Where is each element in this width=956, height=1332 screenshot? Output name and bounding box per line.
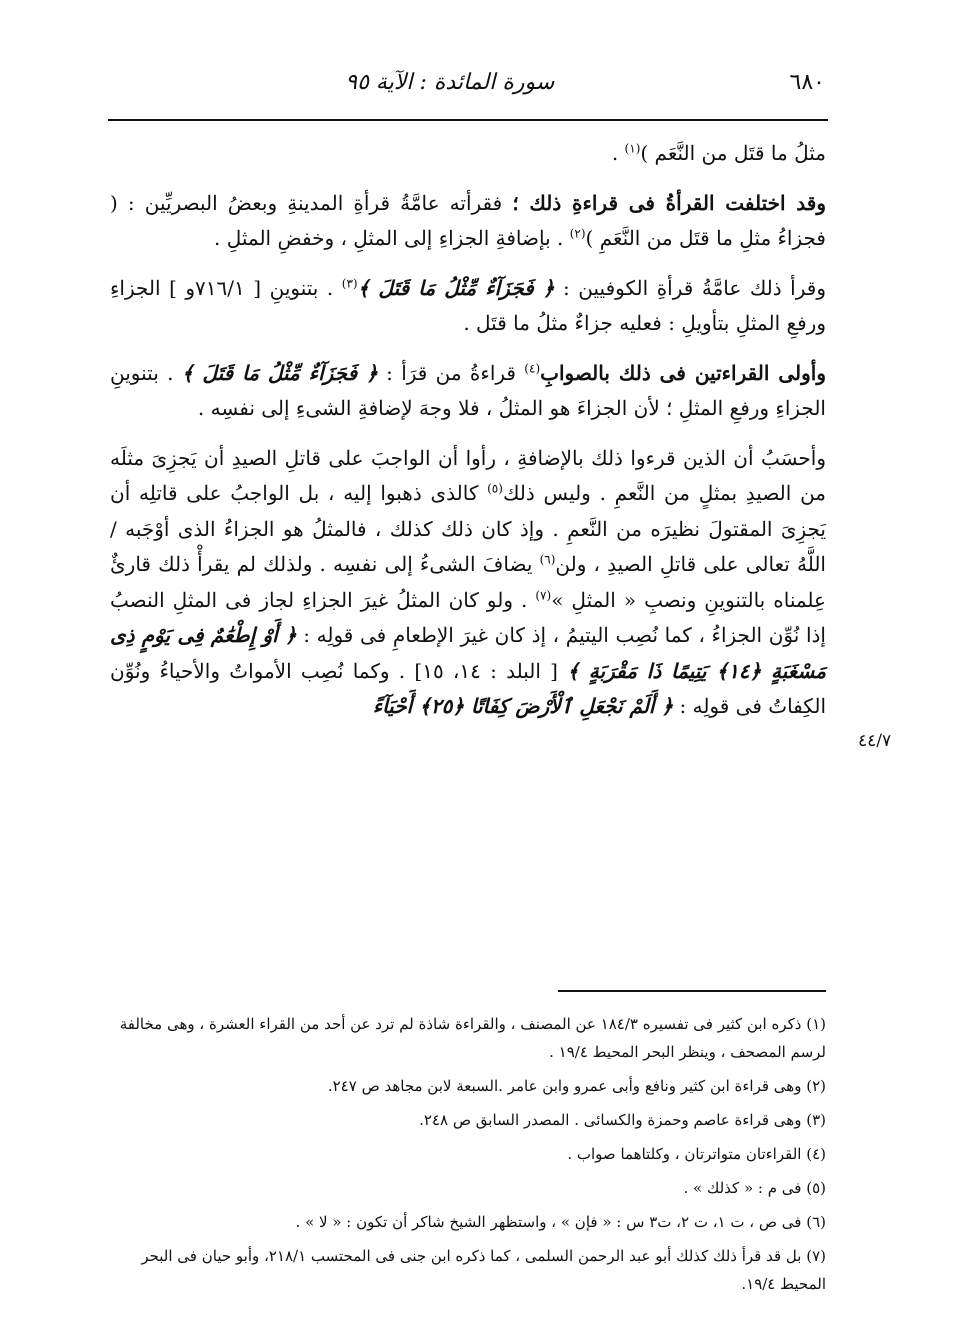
quran-quote: ﴿ أَوْ إِطْعَٰمٌ فِى يَوْمٍ ذِى مَسْغَبَةٍ ﴿١٤﴾ يَتِيمًا ذَا مَقْرَبَةٍ ﴾ [110, 623, 827, 683]
footnote-ref-4: (٤) [524, 360, 541, 375]
p2-lead: وقد اختلفت القرأةُ فى قراءةِ ذلك ؛ [512, 190, 826, 215]
footnote-ref-1: (١) [624, 141, 641, 156]
footnotes [110, 1010, 826, 1304]
paragraph-4 [110, 356, 826, 427]
footnote: (١) ذكره ابن كثير فى تفسيره ١٨٤/٣ عن المصنف ، والقراءة شاذة لم ترد عن أحد من القراء العشرة ، وهى مخالفة لرسم المصحف ، وينظر البحر المحيط ١٩/٤ . [119, 1015, 826, 1061]
footnote: (٧) بل قد قرأ ذلك كذلك أبو عبد الرحمن السلمى ، كما ذكره ابن جنى فى المحتسب ٢١٨/١، وأبو حيان فى البحر المحيط ١٩/٤. [141, 1247, 826, 1293]
main-text [110, 136, 826, 725]
footnote-ref-2: (٢) [569, 226, 586, 241]
verse-reference: [ البلد : ١٤، ١٥] [405, 658, 568, 683]
footnote-ref-7: (٧) [535, 587, 552, 602]
page-header [110, 62, 825, 102]
p3-text1: وقرأ ذلك عامَّةُ قرأةِ الكوفيين : [554, 275, 826, 300]
header-rule [108, 119, 828, 121]
footnote: (٦) فى ص ، ت ١، ت ٢، ت٣ س : « فإن » ، واستظهر الشيخ شاكر أن تكون : « لا » . [295, 1213, 826, 1231]
p5-text1: وأحسَبُ أن الذين قرءوا ذلك بالإضافةِ ، رأوا أن الواجبَ على قاتلِ الصيدِ أن يَجزِىَ مثلَه من الصيدِ بمثلٍ من النَّعمِ . وليس ذلك [110, 445, 827, 505]
footnote-rule [558, 990, 826, 992]
footnote: (٤) القراءتان متواترتان ، وكلتاهما صواب . [567, 1145, 826, 1163]
p5-text2: كالذى ذهبوا إليه ، بل الواجبُ على قاتلِه أن يَجزِىَ المقتولَ نظيرَه من النَّعمِ . وإذ كان ذلك كذلك ، فالمثلُ هو الجزاءُ الذى أوْجَبه / اللَّهُ تعالى على قاتلِ الصيدِ ، ولن [110, 481, 826, 576]
footnote-ref-6: (٦) [539, 552, 556, 567]
p1-text: مثلُ ما قتَل من النَّعَم ) [640, 141, 826, 165]
p4-text1: قراءةُ من قرَأ : [377, 360, 525, 385]
p4-text2: . بتنوينِ الجزاءِ ورفعِ المثلِ ؛ لأن الجزاءَ هو المثلُ ، فلا وجهَ لإضافةِ الشىءِ إلى نفسِه . [110, 360, 826, 420]
p2-text2: . بإضافةِ الجزاءِ إلى المثلِ ، وخفضِ المثلِ . [214, 226, 570, 250]
paragraph-1 [110, 136, 826, 172]
p5-text4: . ولو كان المثلُ غيرَ الجزاءِ لجاز فى المثلِ النصبُ إذا نُوِّن الجزاءُ ، كما نُصِب اليتيمُ ، إذ كان غيرَ الإطعامِ فى قولِه : [110, 587, 826, 647]
p5-text3: يضافَ الشىءُ إلى نفسِه . ولذلك لم يقرأْ ذلك قارئٌ عِلمناه بالتنوينِ ونصبِ « المثلِ » [110, 552, 826, 612]
paragraph-2 [110, 186, 826, 257]
p4-lead: وأولى القراءتين فى ذلك بالصوابِ [540, 360, 826, 385]
quran-quote: ﴿ فَجَزَآءٌ مِّثْلُ مَا قَتَلَ ﴾ [357, 275, 555, 300]
paragraph-3 [110, 271, 826, 342]
p5-text5: . وكما نُصِب الأمواتُ والأحياءُ ونُوِّن الكِفاتُ فى قولِه : [110, 658, 826, 718]
quran-quote: ﴿ أَلَمْ نَجْعَلِ ٱلْأَرْضَ كِفَاتًا ﴿٢٥﴾ أَحْيَآءً [372, 694, 674, 718]
quran-quote: ﴿ فَجَزَآءٌ مِّثْلُ مَا قَتَلَ ﴾ [181, 360, 378, 385]
p2-text1: فقرأته عامَّةُ قرأةِ المدينةِ وبعضُ البصريِّين : ( فجزاءُ مثلِ ما قتَل من النَّعَمِ ) [110, 190, 826, 250]
p1-end: . [611, 141, 625, 165]
margin-volume-ref: ٤٤/٧ [858, 731, 892, 751]
p3-text2: . بتنوينِ [ ٧١٦/١و ] الجزاءِ ورفعِ المثلِ بتأويلِ : فعليه جزاءٌ مثلُ ما قتَل . [110, 275, 826, 335]
running-title: سورة المائدة : الآية ٩٥ [345, 69, 555, 95]
footnote: (٣) وهى قراءة عاصم وحمزة والكسائى . المصدر السابق ص ٢٤٨. [419, 1111, 826, 1129]
footnote: (٥) فى م : « كذلك » . [683, 1179, 826, 1197]
footnote: (٢) وهى قراءة ابن كثير ونافع وأبى عمرو وابن عامر .السبعة لابن مجاهد ص ٢٤٧. [327, 1077, 826, 1095]
footnote-ref-5: (٥) [487, 481, 503, 496]
footnote-ref-3: (٣) [341, 275, 358, 290]
page-number: ٦٨٠ [789, 69, 825, 95]
paragraph-5 [110, 441, 826, 725]
